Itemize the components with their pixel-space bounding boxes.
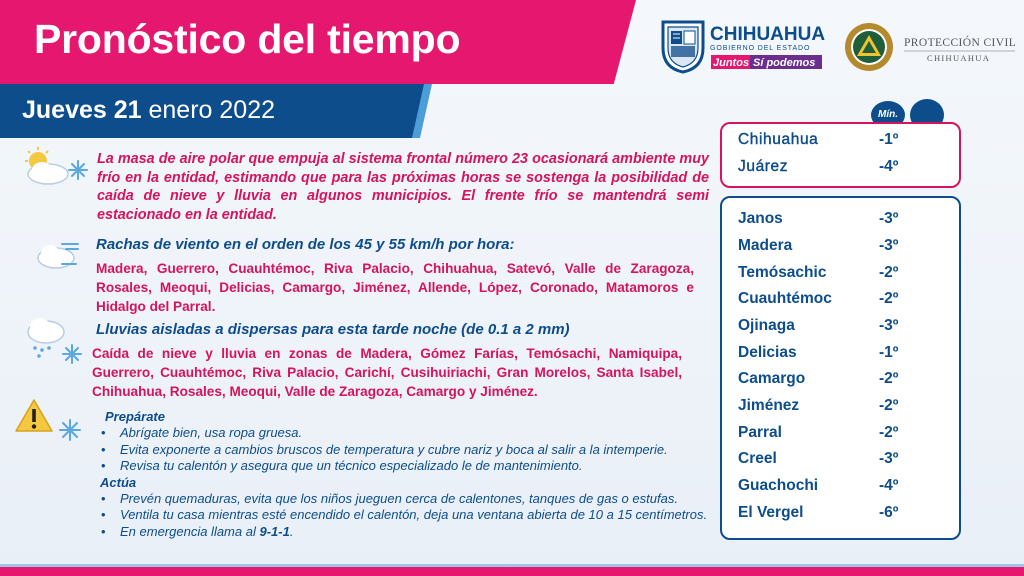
pc-subtitle: CHIHUAHUA: [927, 53, 991, 63]
list-item: • Evita exponerte a cambios bruscos de temperatura y cubre nariz y boca al salir a la intemperie.: [100, 442, 720, 458]
city-name: Creel: [738, 450, 777, 467]
act-list: [100, 491, 720, 540]
city-name: Madera: [738, 237, 793, 254]
act-heading: Actúa: [100, 474, 137, 490]
wind-icon: [32, 238, 80, 272]
city-name: Jiménez: [738, 397, 800, 414]
prepare-list: [100, 425, 720, 474]
slogan-si-podemos: Sí podemos: [753, 57, 816, 69]
slogan-juntos: Juntos: [713, 57, 750, 69]
snowflake-icon: [58, 418, 82, 442]
min-temp: -3º: [879, 237, 899, 254]
min-temp: -2º: [879, 264, 899, 281]
list-item: • Ventila tu casa mientras esté encendido el calentón, deja una ventana abierta de 10 a 15 centímetros.: [100, 507, 720, 523]
city-name: Delicias: [738, 344, 797, 361]
min-temp: -4º: [879, 477, 899, 494]
city-name: Guachochi: [738, 477, 819, 494]
wind-municipalities: Madera, Guerrero, Cuauhtémoc, Riva Palacio, Chihuahua, Satevó, Valle de Zaragoza, Rosales, Meoqui, Delicias, Camargo, Jiménez, Allende, López, Coronado, Matamoros e Hidalgo del Parral.: [96, 261, 694, 314]
emergency-suffix: .: [289, 523, 294, 539]
partly-cloudy-snow-icon: [20, 146, 90, 190]
rain-municipalities: Caída de nieve y lluvia en zonas de Madera, Gómez Farías, Temósachi, Namiquipa, Guerrero, Cuauhtémoc, Riva Palacio, Carichí, Cusihuiriachi, Gran Morelos, Santa Isabel, Chihuahua, Rosales, Meoqui, Valle de Zaragoza, Camargo y Jiménez.: [92, 346, 682, 399]
state-seal-icon: [663, 22, 703, 72]
safety-tips: [100, 409, 720, 540]
min-temp: -2º: [879, 424, 899, 441]
date-month-year: enero 2022: [148, 96, 276, 124]
wind-heading: Rachas de viento en el orden de los 45 y 55 km/h por hora:: [96, 236, 515, 253]
min-temp: -6º: [879, 504, 899, 521]
date-day: Jueves 21: [22, 96, 142, 124]
city-name: Janos: [738, 210, 783, 227]
footer-bar: [0, 567, 1024, 576]
gov-name: CHIHUAHUA: [710, 24, 826, 45]
city-name: Cuauhtémoc: [738, 290, 832, 307]
city-name: Temósachic: [738, 264, 827, 281]
proteccion-civil-logo: [843, 20, 1018, 74]
min-temp: -4º: [879, 158, 899, 175]
city-name: Parral: [738, 424, 782, 441]
emergency-item: [100, 524, 720, 540]
forecast-date: [22, 96, 275, 125]
city-name: Ojinaga: [738, 317, 795, 334]
emergency-number: 9-1-1: [259, 523, 290, 539]
min-temp: -3º: [879, 450, 899, 467]
emergency-prefix: En emergencia llama al: [120, 523, 260, 539]
min-temp: -3º: [879, 210, 899, 227]
gov-subtitle: GOBIERNO DEL ESTADO: [710, 45, 811, 52]
min-temp: -3º: [879, 317, 899, 334]
forecast-summary: La masa de aire polar que empuja al sistema frontal número 23 ocasionará ambiente muy frío en la entidad, estimando que para las próximas horas se sostenga la posibilidad de caída de nieve y lluvia en algunos municipios. El frente frío se mantendrá semi estacionado en la entidad.: [97, 151, 709, 223]
pc-name: PROTECCIÓN CIVIL: [904, 37, 1017, 49]
list-item: • Prevén quemaduras, evita que los niños jueguen cerca de calentones, tanques de gas o estufas.: [100, 491, 720, 507]
city-name: Juárez: [738, 158, 789, 175]
proteccion-civil-emblem-icon: [845, 23, 893, 71]
city-name: Chihuahua: [738, 131, 819, 148]
city-name: Camargo: [738, 370, 806, 387]
prepare-heading: Prepárate: [105, 409, 165, 424]
city-name: El Vergel: [738, 504, 804, 521]
page-title: Pronóstico del tiempo: [34, 16, 461, 62]
min-temp: -2º: [879, 290, 899, 307]
chihuahua-government-logo: [657, 18, 827, 74]
list-item: • Abrígate bien, usa ropa gruesa.: [100, 425, 720, 441]
min-temp-label: Mín.: [871, 101, 905, 129]
warning-icon: [14, 398, 54, 434]
rain-cloud-icon: [22, 314, 86, 366]
min-temp: -1º: [879, 131, 899, 148]
list-item: • Revisa tu calentón y asegura que un técnico especializado le de mantenimiento.: [100, 458, 720, 474]
min-temp: -2º: [879, 370, 899, 387]
min-temp: -1º: [879, 344, 899, 361]
rain-heading: Lluvias aisladas a dispersas para esta tarde noche (de 0.1 a 2 mm): [96, 321, 570, 338]
min-temp: -2º: [879, 397, 899, 414]
